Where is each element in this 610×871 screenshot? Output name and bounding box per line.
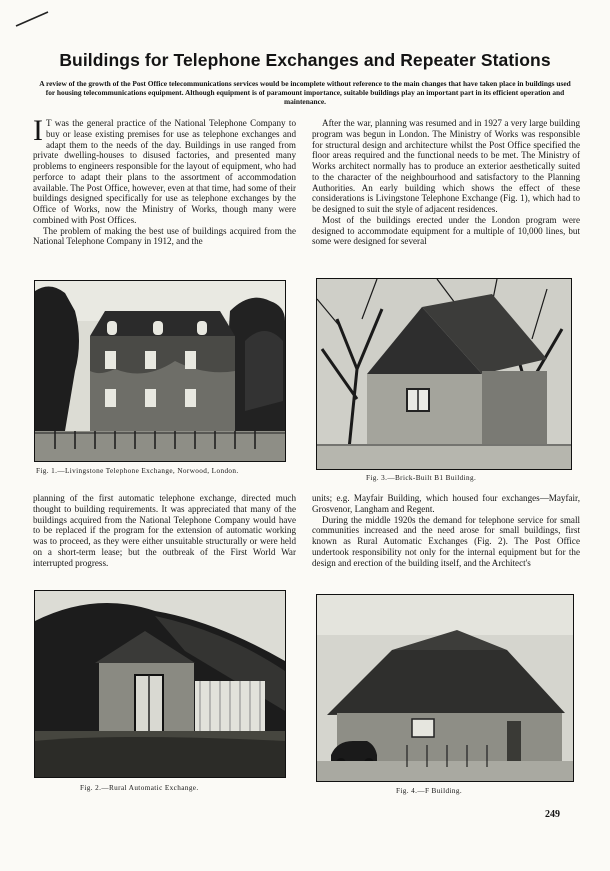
body-column-bottom-left: [33, 493, 296, 568]
paragraph: units; e.g. Mayfair Building, which housed four exchanges—Mayfair, Grosvenor, Langham and Regent.: [312, 493, 580, 514]
paragraph: The problem of making the best use of buildings acquired from the National Telephone Company in 1912, and the: [33, 225, 296, 247]
body-column-top-right: [312, 118, 580, 247]
body-column-bottom-right: [312, 493, 580, 568]
drop-cap: I: [33, 114, 43, 147]
figure-3-photo: [316, 278, 572, 470]
figure-4-photo: [316, 594, 574, 782]
paragraph: T was the general practice of the National Telephone Company to buy or lease existing premises for use as telephone exchanges and adapt them to the needs of the day. Buildings in use ranged from private dwelling-houses to disused factories, and presented many problems to engineers responsible for the layout of equipment, who had perforce to adapt their plans to the assortment of accommodation available. The Post Office, however, even at that time, had some of their buildings designed specifically for use as telephone exchanges by the Office of Works, now the Ministry of Works, though many were combined with Post Offices.: [33, 118, 296, 225]
figure-1-photo: [34, 280, 286, 462]
figure-1-caption: Fig. 1.—Livingstone Telephone Exchange, Norwood, London.: [36, 467, 239, 475]
paragraph: Most of the buildings erected under the London program were designed to accommodate equipment for a multiple of 10,000 lines, but some were designed for several: [312, 214, 580, 247]
page-number: 249: [545, 809, 560, 820]
paragraph: During the middle 1920s the demand for telephone service for small communities increased and the need arose for small buildings, first known as Rural Automatic Exchanges (Fig. 2). The Post Office undertook responsibility not only for the internal equipment but for the design and erection of the building itself, and the Architect's: [312, 514, 580, 568]
figure-4-caption: Fig. 4.—F Building.: [396, 787, 463, 795]
figure-2-photo: [34, 590, 286, 778]
article-abstract: A review of the growth of the Post Office telecommunications services would be incomplete without reference to the main changes that have taken place in buildings used for housing telecommunications equipment. Although equipment is of paramount importance, suitable buildings play an important part in its efficient operation and maintenance.: [39, 79, 571, 106]
paragraph: planning of the first automatic telephone exchange, directed much thought to building requirements. It was appreciated that many of the buildings acquired from the National Telephone Company would have to be replaced if the program for the extension of automatic working was to proceed, as they were either unsuitable structurally or were held on a short-term lease; but the outbreak of the First World War interrupted progress.: [33, 493, 296, 568]
figure-2-caption: Fig. 2.—Rural Automatic Exchange.: [80, 784, 199, 792]
body-column-top-left: [33, 114, 296, 247]
paragraph: After the war, planning was resumed and in 1927 a very large building program was begun in London. The Ministry of Works was responsible for structural design and architecture whilst the Post Office specified the floor areas required and the functional needs to be met. The Ministry of Works architect normally has to produce an exterior aesthetically suited to the character of the neighbourhood and satisfactory to the Planning Authorities. An early building which shows the effect of these considerations is Livingstone Telephone Exchange (Fig. 1), which had to be designed to suit the style of adjacent residences.: [312, 118, 580, 214]
figure-3-caption: Fig. 3.—Brick-Built B1 Building.: [366, 474, 477, 482]
pen-stroke-mark: [14, 8, 50, 28]
article-title: Buildings for Telephone Exchanges and Repeater Stations: [59, 50, 551, 70]
